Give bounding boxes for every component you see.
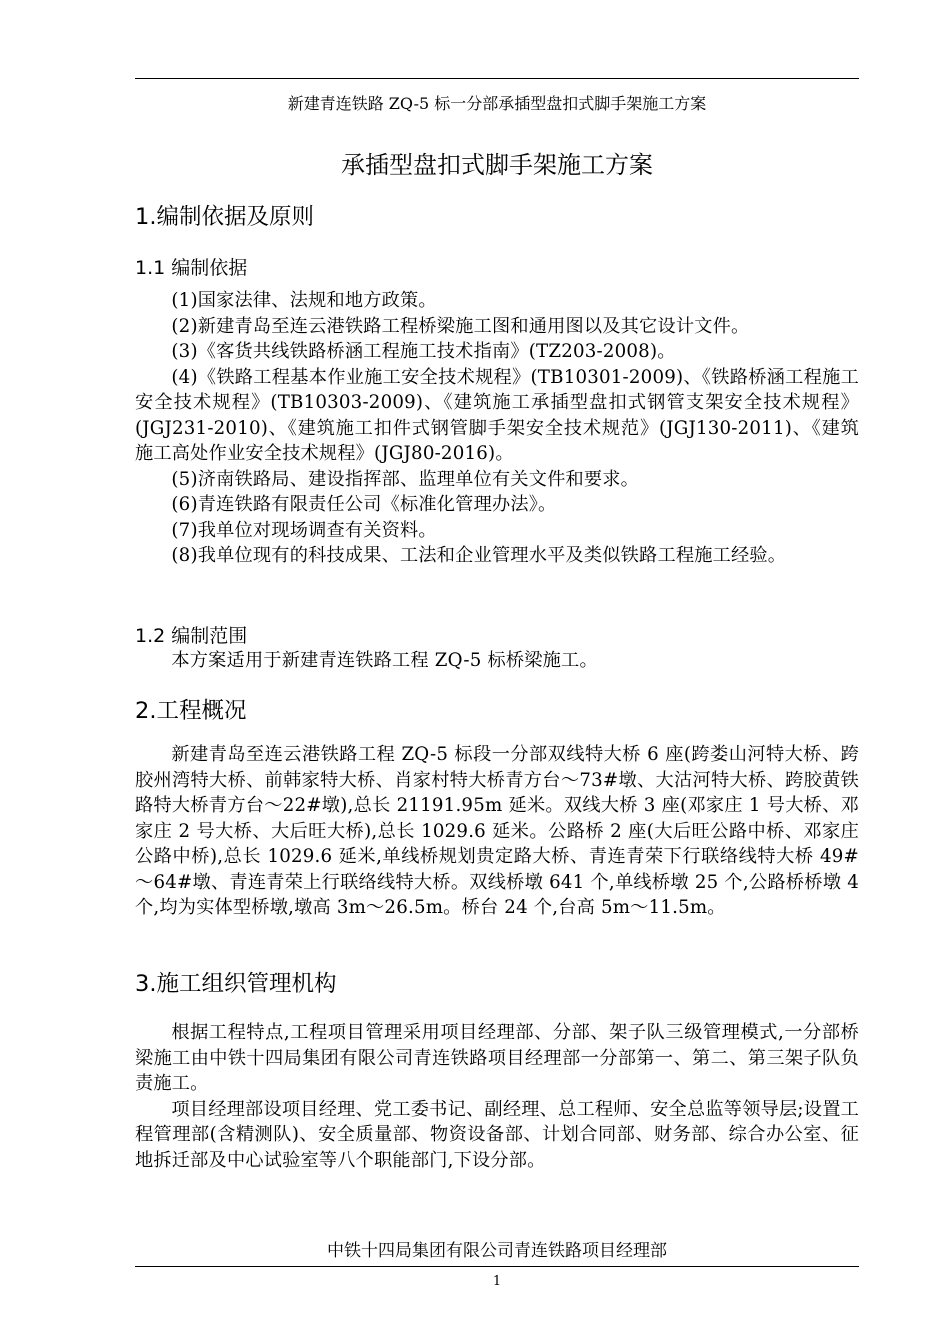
section-2-body [135,742,859,921]
footer-rule [135,1266,859,1267]
list-item: (5)济南铁路局、建设指挥部、监理单位有关文件和要求。 [171,468,640,490]
list-item: (2)新建青岛至连云港铁路工程桥梁施工图和通用图以及其它设计文件。 [171,315,750,337]
section-2-heading: 2.工程概况 [135,698,247,724]
section-1-1-heading: 1.1 编制依据 [135,257,248,279]
running-header: 新建青连铁路 ZQ-5 标一分部承插型盘扣式脚手架施工方案 [287,94,707,113]
list-item: (6)青连铁路有限责任公司《标准化管理办法》。 [171,494,557,515]
scope-paragraph: 本方案适用于新建青连铁路工程 ZQ-5 标桥梁施工。 [171,650,598,671]
page-number: 1 [492,1274,502,1289]
org-paragraph: 根据工程特点,工程项目管理采用项目经理部、分部、架子队三级管理模式,一分部桥梁施工由中铁十四局集团有限公司青连铁路项目经理部一分部第一、第二、第三架子队负责施工。 [135,1022,859,1094]
section-1-heading: 1.编制依据及原则 [135,204,314,230]
section-1-2-heading: 1.2 编制范围 [135,625,248,647]
section-1-2-body [135,648,859,674]
document-title: 承插型盘扣式脚手架施工方案 [341,151,653,179]
list-item: (1)国家法律、法规和地方政策。 [171,290,437,311]
section-1-1-list [135,288,859,569]
list-item: (3)《客货共线铁路桥涵工程施工技术指南》(TZ203-2008)。 [171,341,676,362]
list-item: (4)《铁路工程基本作业施工安全技术规程》(TB10301-2009)、《铁路桥涵工程施工安全技术规程》(TB10303-2009)、《建筑施工承插型盘扣式钢管支架安全技术规程》(JGJ231-2010)、《建筑施工扣件式钢管脚手架安全技术规范》(JGJ130-2011)、《建筑施工高处作业安全技术规程》(JGJ80-2016)。 [135,366,859,464]
footer-company: 中铁十四局集团有限公司青连铁路项目经理部 [327,1241,667,1261]
header-rule [135,78,859,79]
section-3-body [135,1020,859,1173]
overview-paragraph: 新建青岛至连云港铁路工程 ZQ-5 标段一分部双线特大桥 6 座(跨娄山河特大桥、跨胶州湾特大桥、前韩家特大桥、肖家村特大桥青方台～73#墩、大沽河特大桥、跨胶黄铁路特大桥青方台～22#墩),总长 21191.95m 延米。双线大桥 3 座(邓家庄 1 号大桥、邓家庄 2 号大桥、大后旺大桥),总长 1029.6 延米。公路桥 2 座(大后旺公路中桥、邓家庄公路中桥),总长 1029.6 延米,单线桥规划贵定路大桥、青连青荣下行联络线特大桥 49#～64#墩、青连青荣上行联络线特大桥。双线桥墩 641 个,单线桥墩 25 个,公路桥桥墩 4 个,均为实体型桥墩,墩高 3m～26.5m。桥台 24 个,台高 5m～11.5m。 [135,744,859,918]
org-paragraph: 项目经理部设项目经理、党工委书记、副经理、总工程师、安全总监等领导层;设置工程管理部(含精测队)、安全质量部、物资设备部、计划合同部、财务部、综合办公室、征地拆迁部及中心试验室等八个职能部门,下设分部。 [135,1098,859,1171]
list-item: (8)我单位现有的科技成果、工法和企业管理水平及类似铁路工程施工经验。 [171,545,787,566]
list-item: (7)我单位对现场调查有关资料。 [171,519,437,541]
section-3-heading: 3.施工组织管理机构 [135,971,337,997]
